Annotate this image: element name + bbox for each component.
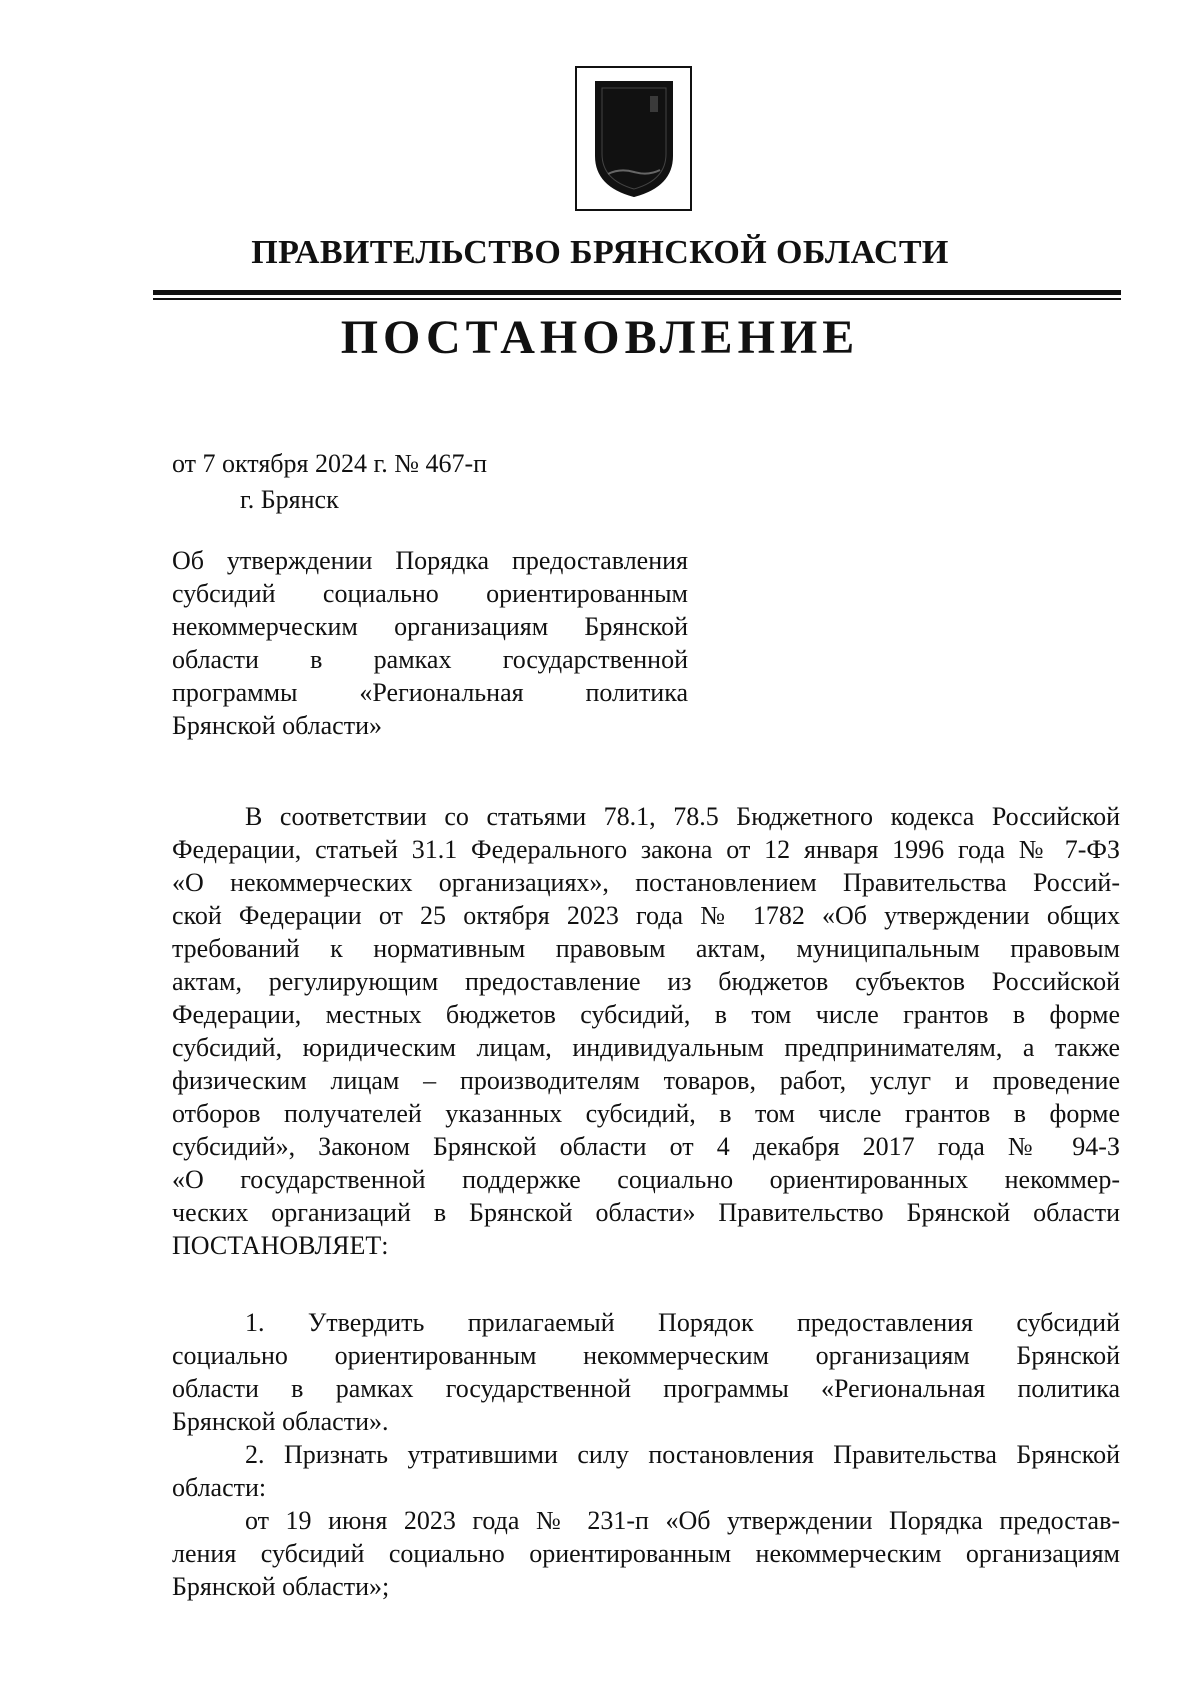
subject-line: некоммерческим организациям Брянской	[172, 612, 688, 641]
emblem-frame	[575, 66, 692, 211]
paragraph-gap	[172, 1262, 1120, 1306]
subject-line: программы «Региональная политика	[172, 678, 688, 707]
subject-line: субсидий социально ориентированным	[172, 579, 688, 608]
preamble-resolves: ПОСТАНОВЛЯЕТ:	[172, 1231, 389, 1260]
header-rule-thin	[153, 298, 1121, 300]
coat-of-arms-icon	[590, 78, 678, 200]
preamble-line: «О некоммерческих организациях», постановлением Правительства Россий-	[172, 868, 1120, 897]
organization-title: ПРАВИТЕЛЬСТВО БРЯНСКОЙ ОБЛАСТИ	[251, 234, 949, 271]
preamble-line: физическим лицам – производителям товаров, работ, услуг и проведение	[172, 1066, 1120, 1095]
item2a-line: ления субсидий социально ориентированным некоммерческим организациям	[172, 1539, 1120, 1568]
preamble-line: актам, регулирующим предоставление из бюджетов субъектов Российской	[172, 967, 1120, 996]
item2a-line: от 19 июня 2023 года № 231-п «Об утверждении Порядка предостав-	[245, 1506, 1120, 1535]
preamble-line: Федерации, статьей 31.1 Федерального закона от 12 января 1996 года № 7-ФЗ	[172, 835, 1120, 864]
item1-line: Брянской области».	[172, 1407, 389, 1436]
date-number: от 7 октября 2024 г. № 467-п	[172, 449, 488, 478]
subject-line: Брянской области»	[172, 711, 382, 740]
preamble-line: отборов получателей указанных субсидий, в том числе грантов в форме	[172, 1099, 1120, 1128]
item2a-line: Брянской области»;	[172, 1572, 390, 1601]
preamble-line: субсидий, юридическим лицам, индивидуальным предпринимателям, а также	[172, 1033, 1120, 1062]
subject-line: Об утверждении Порядка предоставления	[172, 546, 688, 575]
preamble-line: В соответствии со статьями 78.1, 78.5 Бюджетного кодекса Российской	[245, 802, 1120, 831]
preamble-line: ской Федерации от 25 октября 2023 года № 1782 «Об утверждении общих	[172, 901, 1120, 930]
city: г. Брянск	[240, 485, 339, 514]
document-body	[172, 800, 1120, 1603]
item2-line: 2. Признать утратившими силу постановления Правительства Брянской	[245, 1440, 1120, 1469]
header-rule-thick	[153, 290, 1121, 295]
subject-line: области в рамках государственной	[172, 645, 688, 674]
document-subject	[172, 544, 688, 742]
preamble-line: субсидий», Законом Брянской области от 4 декабря 2017 года № 94-З	[172, 1132, 1120, 1161]
preamble-line: Федерации, местных бюджетов субсидий, в том числе грантов в форме	[172, 1000, 1120, 1029]
preamble-line: «О государственной поддержке социально ориентированных некоммер-	[172, 1165, 1120, 1194]
item1-line: области в рамках государственной программы «Региональная политика	[172, 1374, 1120, 1403]
preamble-line: ческих организаций в Брянской области» Правительство Брянской области	[172, 1198, 1120, 1227]
item1-line: социально ориентированным некоммерческим организациям Брянской	[172, 1341, 1120, 1370]
document-type: ПОСТАНОВЛЕНИЕ	[340, 311, 860, 364]
item1-line: 1. Утвердить прилагаемый Порядок предоставления субсидий	[245, 1308, 1120, 1337]
item2-line: области:	[172, 1473, 267, 1502]
preamble-line: требований к нормативным правовым актам, муниципальным правовым	[172, 934, 1120, 963]
